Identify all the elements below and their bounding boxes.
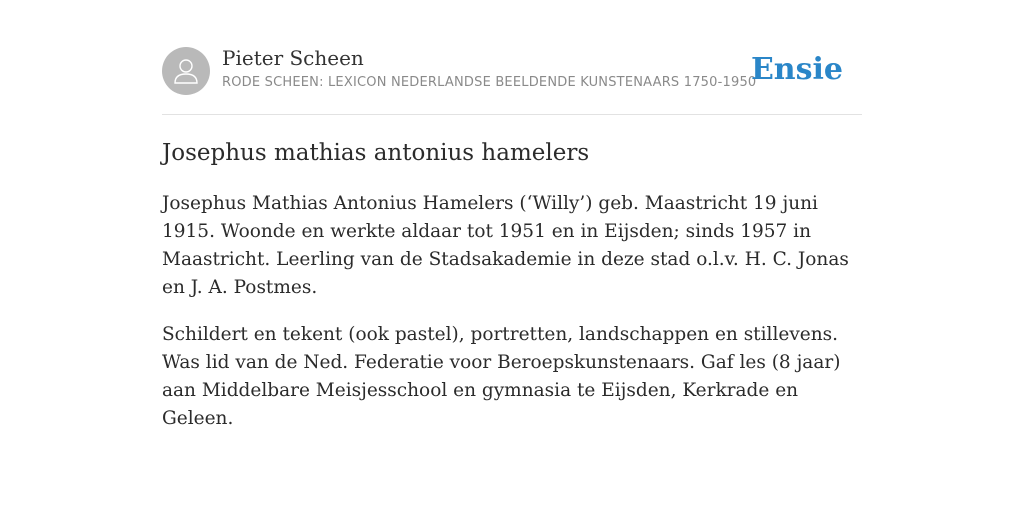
author-name[interactable]: Pieter Scheen <box>222 46 364 70</box>
source-title[interactable]: RODE SCHEEN: LEXICON NEDERLANDSE BEELDENDE KUNSTENAARS 1750-1950 <box>222 75 757 90</box>
avatar <box>162 47 210 95</box>
paragraph-1: Josephus Mathias Antonius Hamelers (‘Willy’) geb. Maastricht 19 juni 1915. Woonde en werkte aldaar tot 1951 en in Eijsden; sinds 1957 in Maastricht. Leerling van de Stadsakademie in deze stad o.l.v. H. C. Jonas en J. A. Postmes. <box>162 193 849 298</box>
article-body <box>162 190 862 452</box>
article-card <box>162 0 862 429</box>
brand-logo[interactable]: Ensie <box>750 52 843 87</box>
paragraph-2: Schildert en tekent (ook pastel), portretten, landschappen en stillevens. Was lid van de Ned. Federatie voor Beroepskunstenaars. Gaf les (8 jaar) aan Middelbare Meisjesschool en gymnasia te Eijsden, Kerkrade en Geleen. <box>162 324 841 429</box>
article-header <box>162 0 862 115</box>
user-silhouette-icon <box>162 47 210 95</box>
page-title: Josephus mathias antonius hamelers <box>162 140 590 166</box>
